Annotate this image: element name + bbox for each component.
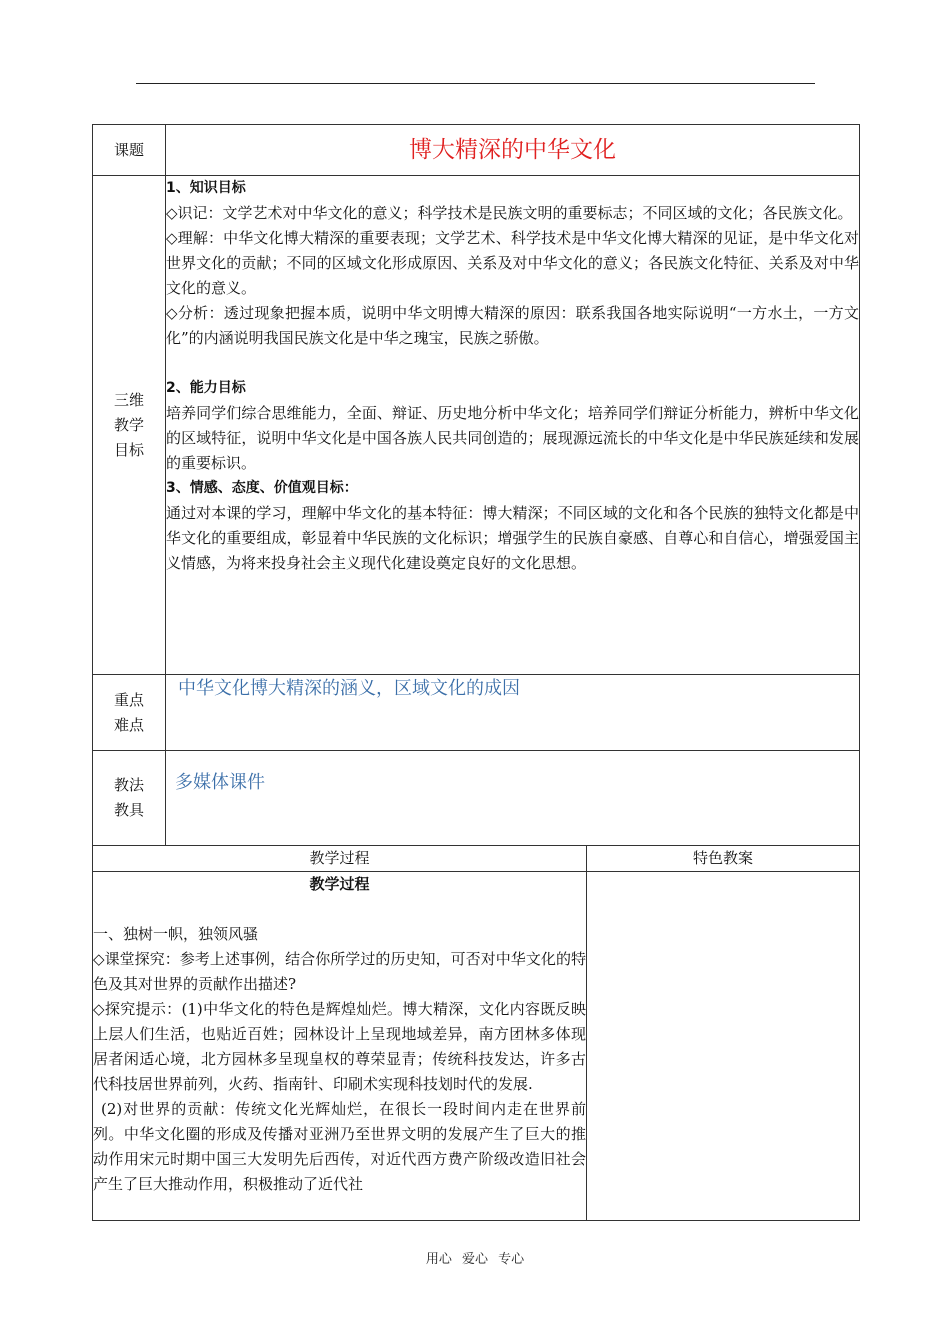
method-label — [93, 751, 166, 846]
feature-header: 特色教案 — [587, 846, 860, 872]
feature-content — [587, 872, 860, 1221]
spacer — [93, 897, 586, 922]
emotion-heading: 3、情感、态度、价值观目标： — [166, 480, 358, 496]
key-label — [93, 675, 166, 751]
goals-label-line: 三维 — [113, 390, 144, 409]
row-topic — [93, 125, 860, 176]
ability-heading: 2、能力目标 — [166, 380, 246, 396]
key-points-cell — [166, 675, 860, 751]
row-method — [93, 751, 860, 846]
key-points-text: 中华文化博大精深的涵义，区域文化的成因 — [178, 678, 520, 699]
emotion-text: 通过对本课的学习，理解中华文化的基本特征：博大精深；不同区域的文化和各个民族的独特文化都是中华文化的重要组成，彰显着中华民族的文化标识；增强学生的民族自豪感、自尊心和自信心，增强爱国主义情感，为将来投身社会主义现代化建设奠定良好的文化思想。 — [166, 504, 859, 572]
goals-label-line: 教学 — [113, 415, 144, 434]
key-label-line: 重点 — [113, 690, 144, 709]
knowledge-item: ◇分析：透过现象把握本质，说明中华文明博大精深的原因：联系我国各地实际说明“一方水土，一方文化”的内涵说明我国民族文化是中华之瑰宝，民族之骄傲。 — [166, 304, 859, 347]
spacer — [166, 351, 859, 376]
page-footer: 用心 爱心 专心 — [425, 1252, 525, 1267]
key-label-line: 难点 — [113, 715, 144, 734]
process-header: 教学过程 — [93, 846, 587, 872]
process-content — [93, 872, 587, 1221]
knowledge-item: ◇识记：文学艺术对中华文化的意义；科学技术是民族文明的重要标志；不同区域的文化；各民族文化。 — [166, 204, 853, 222]
method-cell — [166, 751, 860, 846]
method-label-line: 教具 — [113, 801, 144, 819]
header-rule — [136, 83, 815, 84]
hint-text: ◇探究提示：(1)中华文化的特色是辉煌灿烂。博大精深，文化内容既反映上层人们生活，也贴近百姓；园林设计上呈现地域差异，南方团林多体现居者闲适心境，北方园林多呈现皇权的尊荣显青；传统科技发达，许多古代科技居世界前列，火药、指南针、印刷术实现科技划时代的发展. — [93, 1000, 586, 1093]
row-process — [93, 872, 860, 1221]
section-heading: 一、独树一帜，独领风骚 — [93, 925, 259, 943]
row-goals — [93, 176, 860, 675]
explore-text: ◇课堂探究：参考上述事例，结合你所学过的历史知，可否对中华文化的特色及其对世界的贡献作出描述? — [93, 950, 586, 993]
goals-label — [93, 176, 166, 675]
row-key-points — [93, 675, 860, 751]
contribution-text: (2)对世界的贡献：传统文化光辉灿烂，在很长一段时间内走在世界前列。中华文化圈的形成及传播对亚洲乃至世界文明的发展产生了巨大的推动作用宋元时期中国三大发明先后西传，对近代西方费产阶级改造旧社会产生了巨大推动作用，积极推动了近代社 — [93, 1100, 586, 1193]
method-label-line: 教法 — [113, 776, 144, 794]
goals-content — [166, 176, 860, 675]
topic-title: 博大精深的中华文化 — [166, 125, 860, 176]
knowledge-heading: 1、知识目标 — [166, 180, 246, 196]
row-process-header — [93, 846, 860, 872]
ability-text: 培养同学们综合思维能力，全面、辩证、历史地分析中华文化；培养同学们辩证分析能力，辨析中华文化的区域特征，说明中华文化是中国各族人民共同创造的；展现源远流长的中华文化是中华民族延续和发展的重要标识。 — [166, 404, 859, 472]
process-title: 教学过程 — [309, 875, 370, 893]
method-text: 多媒体课件 — [175, 772, 265, 793]
lesson-plan-table — [92, 124, 860, 1221]
topic-label: 课题 — [93, 125, 166, 176]
knowledge-item: ◇理解：中华文化博大精深的重要表现；文学艺术、科学技术是中华文化博大精深的见证，是中华文化对世界文化的贡献；不同的区域文化形成原因、关系及对中华文化的意义；各民族文化特征、关系及对中华文化的意义。 — [166, 229, 859, 297]
goals-label-line: 目标 — [113, 440, 144, 459]
